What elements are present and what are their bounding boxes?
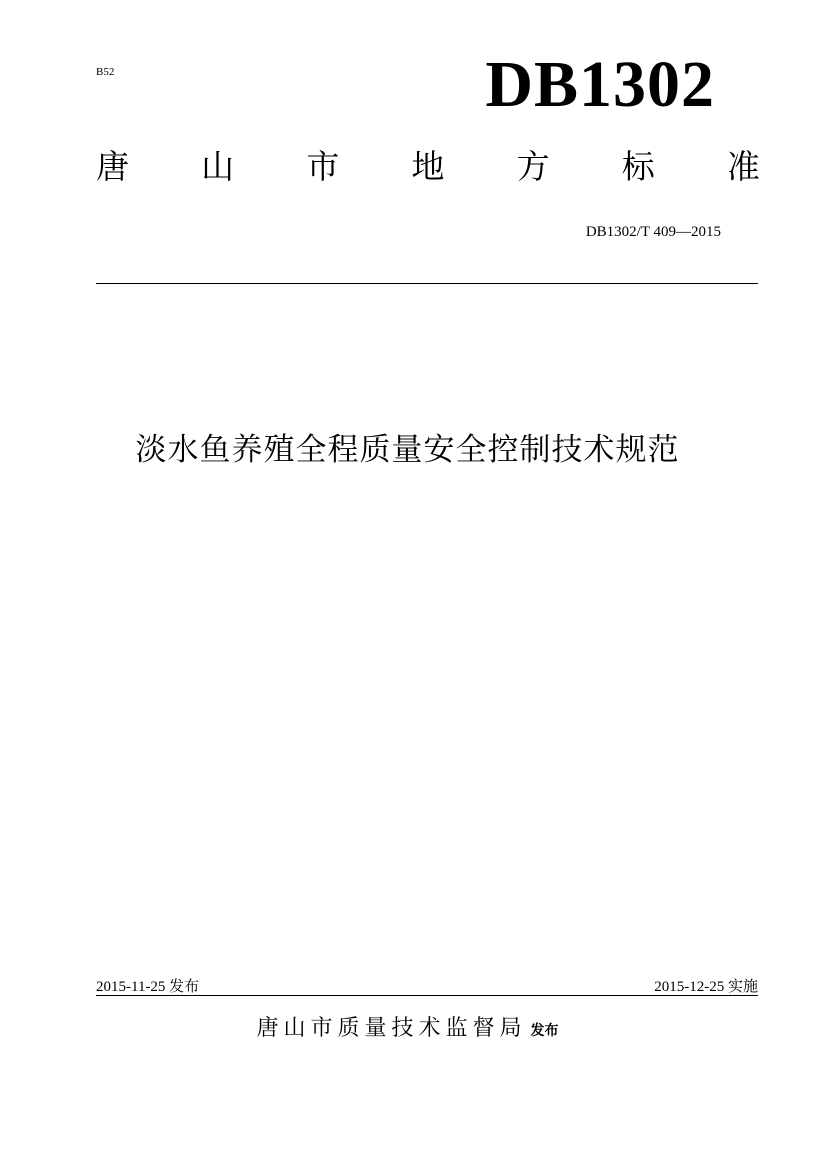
implementation-date: 2015-12-25 实施 [654, 979, 758, 995]
issuer-line [0, 1011, 815, 1042]
issuer-suffix: 发布 [530, 1023, 559, 1039]
standard-number: DB1302/T 409—2015 [585, 224, 721, 240]
header-divider [96, 283, 758, 284]
standard-type-char: 山 [201, 147, 235, 186]
classification-code: B52 [96, 66, 115, 78]
issuer-name: 唐山市质量技术监督局 [256, 1016, 527, 1041]
standard-type-char: 方 [516, 147, 550, 186]
standard-type-char: 标 [621, 147, 655, 186]
standard-type-char: 准 [726, 147, 760, 186]
document-title: 淡水鱼养殖全程质量安全控制技术规范 [135, 432, 680, 468]
standard-type-char: 市 [306, 147, 340, 186]
standard-type-char: 唐 [96, 147, 129, 186]
standard-code: DB1302 [485, 48, 715, 121]
issue-date: 2015-11-25 发布 [96, 979, 200, 995]
standard-type-char: 地 [411, 147, 445, 186]
footer-divider [96, 995, 758, 996]
standard-type [96, 147, 760, 186]
